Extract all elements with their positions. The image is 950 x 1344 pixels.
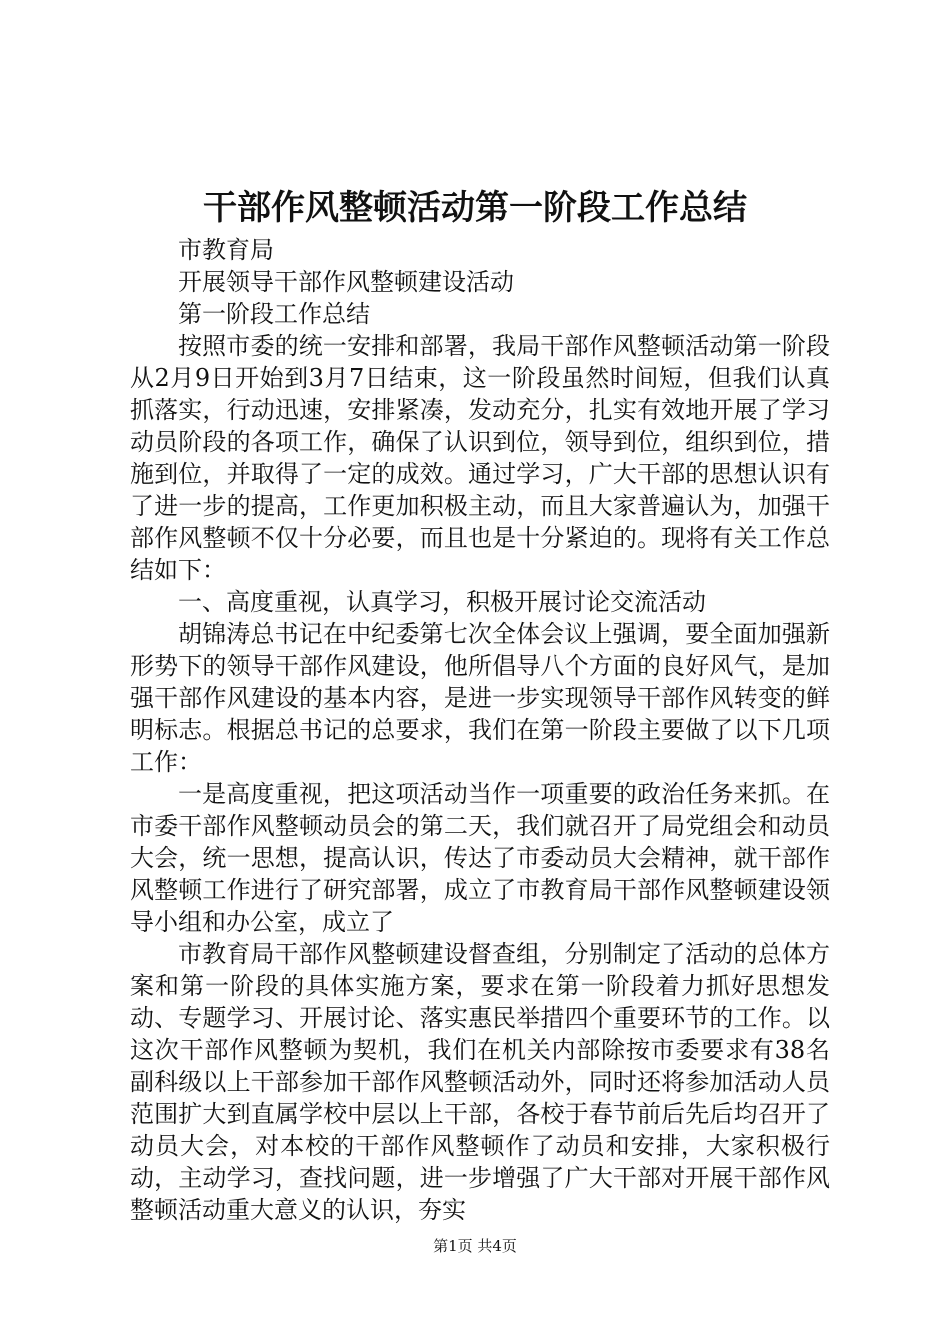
page-number-footer: 第1页 共4页 xyxy=(433,1237,517,1255)
paragraph-body: 一是高度重视，把这项活动当作一项重要的政治任务来抓。在市委干部作风整顿动员会的第二天，我们就召开了局党组会和动员大会，统一思想，提高认识，传达了市委动员大会精神，就干部作风整顿工作进行了研究部署，成立了市教育局干部作风整顿建设领导小组和办公室，成立了 xyxy=(130,780,830,936)
paragraph-issuer: 市教育局 xyxy=(178,236,274,264)
paragraph-subtitle-2: 第一阶段工作总结 xyxy=(178,300,370,328)
paragraph-body: 胡锦涛总书记在中纪委第七次全体会议上强调，要全面加强新形势下的领导干部作风建设，他所倡导八个方面的良好风气，是加强干部作风建设的基本内容，是进一步实现领导干部作风转变的鲜明标志。根据总书记的总要求，我们在第一阶段主要做了以下几项工作： xyxy=(130,620,830,776)
paragraph-intro: 按照市委的统一安排和部署，我局干部作风整顿活动第一阶段从2月9日开始到3月7日结束，这一阶段虽然时间短，但我们认真抓落实，行动迅速，安排紧凑，发动充分，扎实有效地开展了学习动员阶段的各项工作，确保了认识到位，领导到位，组织到位，措施到位，并取得了一定的成效。通过学习，广大干部的思想认识有了进一步的提高，工作更加积极主动，而且大家普遍认为，加强干部作风整顿不仅十分必要，而且也是十分紧迫的。现将有关工作总结如下： xyxy=(130,332,830,584)
paragraph-body: 市教育局干部作风整顿建设督查组，分别制定了活动的总体方案和第一阶段的具体实施方案，要求在第一阶段着力抓好思想发动、专题学习、开展讨论、落实惠民举措四个重要环节的工作。以这次干部作风整顿为契机，我们在机关内部除按市委要求有38名副科级以上干部参加干部作风整顿活动外，同时还将参加活动人员范围扩大到直属学校中层以上干部，各校于春节前后先后均召开了动员大会，对本校的干部作风整顿作了动员和安排，大家积极行动，主动学习，查找问题，进一步增强了广大干部对开展干部作风整顿活动重大意义的认识，夯实 xyxy=(130,940,830,1224)
document-body xyxy=(130,234,830,1226)
paragraph-subtitle: 开展领导干部作风整顿建设活动 xyxy=(178,268,514,296)
section-heading-1: 一、高度重视，认真学习，积极开展讨论交流活动 xyxy=(178,588,706,616)
document-title: 干部作风整顿活动第一阶段工作总结 xyxy=(203,188,747,228)
